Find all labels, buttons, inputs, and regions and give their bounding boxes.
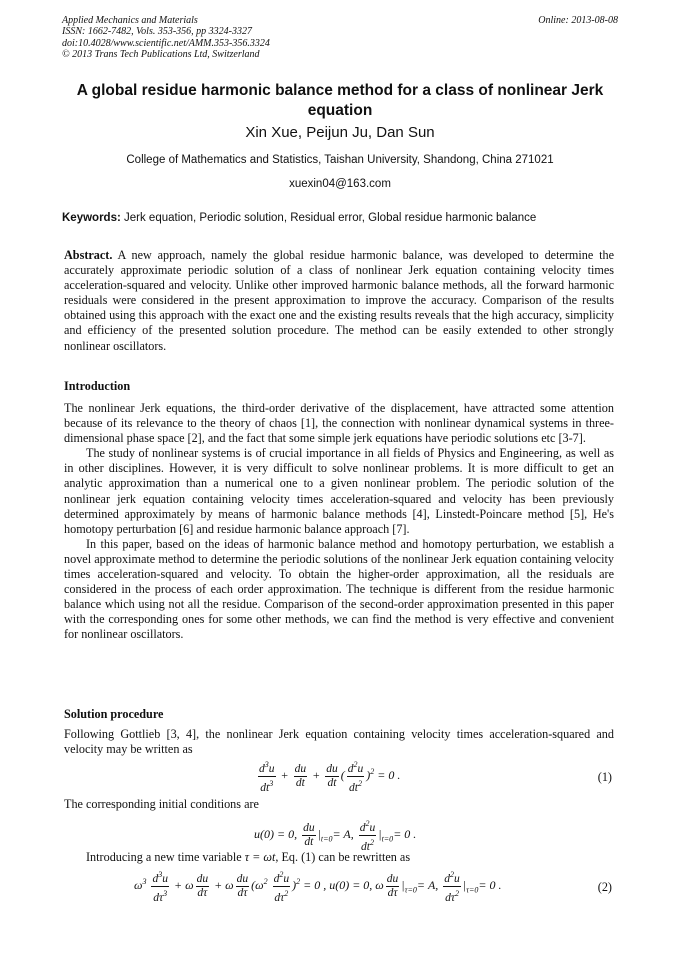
introduction-heading: Introduction [64,379,131,393]
equation-1: $\frac{d^3u}{dt^3}$ + $\frac{du}{dt}$ + $\frac{du}{dt}$ ( $\frac{d^2u}{dt^2}$ )$^2$ = 0 . [259,760,401,794]
doi-line: doi:10.4028/www.scientific.net/AMM.353-356.3324 [62,37,270,49]
intro-paragraph-2: The study of nonlinear systems is of crucial importance in all fields of Physics and Engineering, as well as in other disciplines. However, it is very difficult to solve nonlinear problems. It is more difficult to get an analytic approximation than a numerical one to a given nonlinear problem. The periodic solution of the nonlinear jerk equation containing velocity times acceleration-squared and velocity has been previously determined approximately by means of harmonic balance methods [4], Linstedt-Poincare method [5], He's homotopy perturbation [6] and residue harmonic balance approach [7]. [64,446,614,536]
journal-name: Applied Mechanics and Materials [62,15,198,26]
solution-paragraph-1: Following Gottlieb [3, 4], the nonlinear Jerk equation containing velocity times acceleration-squared and velocity may be written as [64,727,614,757]
author-email: xuexin04@163.com [289,178,391,190]
initial-conditions-equation: u(0) = 0, $\frac{du}{dt}$ $|_{t=0}= A$, $\frac{d^2u}{dt^2}$ $|_{t=0}= 0$ . [254,819,417,853]
keywords-label: Keywords: [62,212,121,224]
abstract [64,248,614,354]
intro-paragraph-3: In this paper, based on the ideas of harmonic balance method and homotopy perturbation, we establish a novel approximate method to determine the periodic solutions of the nonlinear Jerk equation containing velocity times acceleration-squared and velocity. To obtain the higher-order approximation, all the residuals are considered in the process of each order approximation. The technique is different from the residue harmonic balance which using not all the residue. Comparison of the second-order approximation presented in this paper with the corresponding ones for some other methods, we can find the method is very effective and convenient for nonlinear oscillators. [64,536,614,642]
tau-definition: τ = ωt [244,850,276,864]
online-date: Online: 2013-08-08 [538,15,618,26]
issn-line: ISSN: 1662-7482, Vols. 353-356, pp 3324-3327 [62,26,252,38]
equation-1-number: (1) [597,770,612,784]
keywords [62,212,618,224]
equation-2: $\omega^3$ $\frac{d^3u}{d\tau^3}$ + ω $\frac{du}{d\tau}$ + ω $\frac{du}{d\tau}$ ($\omega^2$ $\frac{d^2u}{d\tau^2}$ )$^2$ = 0 , u(0) = 0, ω $\frac{du}{d\tau}$ $|_{\tau=0}= A$, $\frac{d^2u}{d\tau^2}$ $|_{\tau=0}= 0$ . [134,870,502,904]
time-variable-text: Introducing a new time variable τ = ωt, Eq. (1) can be rewritten as [86,850,411,864]
copyright-line: © 2013 Trans Tech Publications Ltd, Switzerland [62,48,260,60]
initial-conditions-text: The corresponding initial conditions are [64,797,259,811]
equation-2-number: (2) [597,880,612,894]
abstract-text: A new approach, namely the global residue harmonic balance, was developed to determine the accurately approximate periodic solution of a class of nonlinear Jerk equation containing velocity times acceleration-squared and velocity. Unlike other improved harmonic balance methods, all the forward harmonic residuals were considered in the present approximation to improve the accuracy. Comparison of the results obtained using this approach with the exact one and the existing results reveals that the high accuracy, simplicity and efficiency of the presented solution procedure. The method can be easily extended to other strongly nonlinear oscillators. [64,248,614,353]
introduction-body [64,401,614,643]
solution-heading: Solution procedure [64,707,164,721]
intro-paragraph-1: The nonlinear Jerk equations, the third-order derivative of the displacement, have attracted some attention because of its relevance to the theory of chaos [1], the connection with nonlinear dynamical systems in three-dimensional phase space [2], and the fact that some simple jerk equations have periodic solutions etc [3-7]. [64,401,614,446]
abstract-label: Abstract. [64,248,113,262]
paper-title: A global residue harmonic balance method for a class of nonlinear Jerk equation [76,82,604,119]
authors: Xin Xue, Peijun Ju, Dan Sun [245,124,435,141]
keywords-text: Jerk equation, Periodic solution, Residual error, Global residue harmonic balance [124,212,537,224]
affiliation: College of Mathematics and Statistics, Taishan University, Shandong, China 271021 [126,154,554,166]
journal-header [62,15,618,60]
